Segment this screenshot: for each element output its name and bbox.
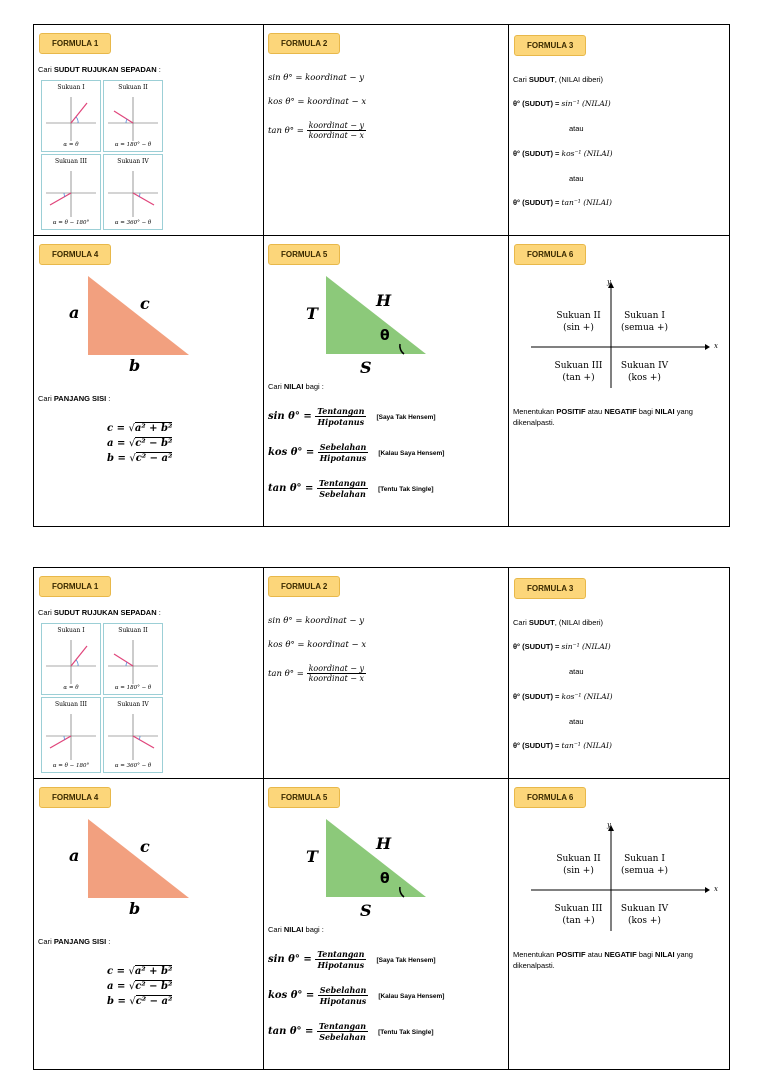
kos-ratio-formula: kos θ° = $\frac{\text{Sebelahan}}{\text{Hipotanus}}$ [Kalau Saya Hensem] xyxy=(268,442,445,463)
quadrant-3-label: Sukuan III (tan +) xyxy=(554,904,603,926)
formula-4-cell xyxy=(34,236,264,526)
theta-label: θ xyxy=(380,871,390,887)
theta-label: θ xyxy=(380,328,390,344)
side-a-label: a xyxy=(69,846,80,865)
tan-ratio-formula: tan θ° = $\frac{\text{Tentangan}}{\text{Sebelahan}}$ [Tentu Tak Single] xyxy=(268,1021,434,1042)
quadrant-2-label: Sukuan II (sin +) xyxy=(556,311,601,333)
sin-coordinate-formula: sin θ° = koordinat − y xyxy=(268,73,365,83)
quadrant-4-label: Sukuan IV (kos +) xyxy=(620,361,669,383)
formula-1-instruction: Cari SUDUT RUJUKAN SEPADAN : xyxy=(38,65,161,74)
or-text: atau xyxy=(569,717,584,726)
formula-5-instruction: Cari NILAI bagi : xyxy=(268,382,324,391)
or-text: atau xyxy=(569,667,584,676)
formula-2-cell xyxy=(264,25,509,236)
formula-1-badge: FORMULA 1 xyxy=(39,33,111,54)
formula-sheet-2 xyxy=(33,567,730,1070)
kos-coordinate-formula: kos θ° = koordinat − x xyxy=(268,640,367,650)
quadrant-3-diagram: Sukuan III α = θ − 180° xyxy=(41,154,101,230)
side-b-label: b xyxy=(129,899,141,918)
quadrant-2-diagram: Sukuan II α = 180° − θ xyxy=(103,623,163,695)
formula-4-cell xyxy=(34,779,264,1069)
formula-1-cell xyxy=(34,25,264,236)
formula-3-instruction: Cari SUDUT, (NILAI diberi) xyxy=(513,75,604,84)
x-axis-label: x xyxy=(714,342,718,350)
arcsin-formula: θ° (SUDUT) = sin⁻¹ (NILAI) xyxy=(513,642,611,651)
quadrant-1-label: Sukuan I (semua +) xyxy=(620,854,669,876)
formula-3-cell xyxy=(509,25,729,236)
a-formula: a = √c² − b² xyxy=(107,981,173,992)
quadrant-4-diagram: Sukuan IV α = 360° − θ xyxy=(103,697,163,773)
formula-3-cell xyxy=(509,568,729,779)
tan-coordinate-formula: tan θ° = $\frac{\text{koordinat − y}}{\text{koordinat − x}}$ xyxy=(268,664,364,683)
formula-6-badge: FORMULA 6 xyxy=(514,244,586,265)
sin-ratio-formula: sin θ° = $\frac{\text{Tentangan}}{\text{Hipotanus}}$ [Saya Tak Hensem] xyxy=(268,406,436,427)
side-c-label: c xyxy=(140,294,150,313)
side-c-label: c xyxy=(140,837,150,856)
formula-3-badge: FORMULA 3 xyxy=(514,578,586,599)
or-text: atau xyxy=(569,124,584,133)
b-formula: b = √c² − a² xyxy=(107,453,173,464)
formula-6-badge: FORMULA 6 xyxy=(514,787,586,808)
formula-4-instruction: Cari PANJANG SISI : xyxy=(38,937,111,946)
x-axis-label: x xyxy=(714,885,718,893)
formula-6-description: Menentukan POSITIF atau NEGATIF bagi NILAI yang dikenalpasti. xyxy=(513,407,693,427)
formula-4-badge: FORMULA 4 xyxy=(39,244,111,265)
formula-5-badge: FORMULA 5 xyxy=(268,244,340,265)
side-b-label: b xyxy=(129,356,141,375)
tan-ratio-formula: tan θ° = $\frac{\text{Tentangan}}{\text{Sebelahan}}$ [Tentu Tak Single] xyxy=(268,478,434,499)
formula-5-cell xyxy=(264,236,509,526)
tan-coordinate-formula: tan θ° = $\frac{\text{koordinat − y}}{\text{koordinat − x}}$ xyxy=(268,121,364,140)
right-triangle-green xyxy=(264,815,509,905)
formula-4-instruction: Cari PANJANG SISI : xyxy=(38,394,111,403)
formula-5-cell xyxy=(264,779,509,1069)
quadrant-1-label: Sukuan I (semua +) xyxy=(620,311,669,333)
formula-1-cell xyxy=(34,568,264,779)
side-a-label: a xyxy=(69,303,80,322)
formula-6-description: Menentukan POSITIF atau NEGATIF bagi NILAI yang dikenalpasti. xyxy=(513,950,693,970)
cast-quadrant-axes xyxy=(509,819,729,949)
side-s-label: S xyxy=(360,901,372,920)
quadrant-2-diagram: Sukuan II α = 180° − θ xyxy=(103,80,163,152)
side-h-label: H xyxy=(376,291,392,310)
sin-ratio-formula: sin θ° = $\frac{\text{Tentangan}}{\text{Hipotanus}}$ [Saya Tak Hensem] xyxy=(268,949,436,970)
y-axis-label: y xyxy=(607,821,611,829)
side-t-label: T xyxy=(306,304,318,323)
quadrant-3-label: Sukuan III (tan +) xyxy=(554,361,603,383)
y-axis-label: y xyxy=(607,278,611,286)
quadrant-4-diagram: Sukuan IV α = 360° − θ xyxy=(103,154,163,230)
right-triangle-green xyxy=(264,272,509,362)
quadrant-1-diagram: Sukuan I α = θ xyxy=(41,623,101,695)
sin-coordinate-formula: sin θ° = koordinat − y xyxy=(268,616,365,626)
kos-coordinate-formula: kos θ° = koordinat − x xyxy=(268,97,367,107)
quadrant-3-diagram: Sukuan III α = θ − 180° xyxy=(41,697,101,773)
formula-2-cell xyxy=(264,568,509,779)
arcsin-formula: θ° (SUDUT) = sin⁻¹ (NILAI) xyxy=(513,99,611,108)
b-formula: b = √c² − a² xyxy=(107,996,173,1007)
c-formula: c = √a² + b² xyxy=(107,423,173,434)
quadrant-4-label: Sukuan IV (kos +) xyxy=(620,904,669,926)
formula-sheet-1 xyxy=(33,24,730,527)
arctan-formula: θ° (SUDUT) = tan⁻¹ (NILAI) xyxy=(513,741,612,750)
quadrant-2-label: Sukuan II (sin +) xyxy=(556,854,601,876)
arckos-formula: θ° (SUDUT) = kos⁻¹ (NILAI) xyxy=(513,149,613,158)
side-t-label: T xyxy=(306,847,318,866)
formula-5-instruction: Cari NILAI bagi : xyxy=(268,925,324,934)
quadrant-1-diagram: Sukuan I α = θ xyxy=(41,80,101,152)
formula-2-badge: FORMULA 2 xyxy=(268,576,340,597)
or-text: atau xyxy=(569,174,584,183)
formula-5-badge: FORMULA 5 xyxy=(268,787,340,808)
formula-3-badge: FORMULA 3 xyxy=(514,35,586,56)
formula-1-instruction: Cari SUDUT RUJUKAN SEPADAN : xyxy=(38,608,161,617)
a-formula: a = √c² − b² xyxy=(107,438,173,449)
kos-ratio-formula: kos θ° = $\frac{\text{Sebelahan}}{\text{Hipotanus}}$ [Kalau Saya Hensem] xyxy=(268,985,445,1006)
cast-quadrant-axes xyxy=(509,276,729,406)
arckos-formula: θ° (SUDUT) = kos⁻¹ (NILAI) xyxy=(513,692,613,701)
formula-6-cell xyxy=(509,236,729,526)
arctan-formula: θ° (SUDUT) = tan⁻¹ (NILAI) xyxy=(513,198,612,207)
side-s-label: S xyxy=(360,358,372,377)
formula-4-badge: FORMULA 4 xyxy=(39,787,111,808)
side-h-label: H xyxy=(376,834,392,853)
formula-6-cell xyxy=(509,779,729,1069)
formula-3-instruction: Cari SUDUT, (NILAI diberi) xyxy=(513,618,604,627)
formula-2-badge: FORMULA 2 xyxy=(268,33,340,54)
c-formula: c = √a² + b² xyxy=(107,966,173,977)
formula-1-badge: FORMULA 1 xyxy=(39,576,111,597)
